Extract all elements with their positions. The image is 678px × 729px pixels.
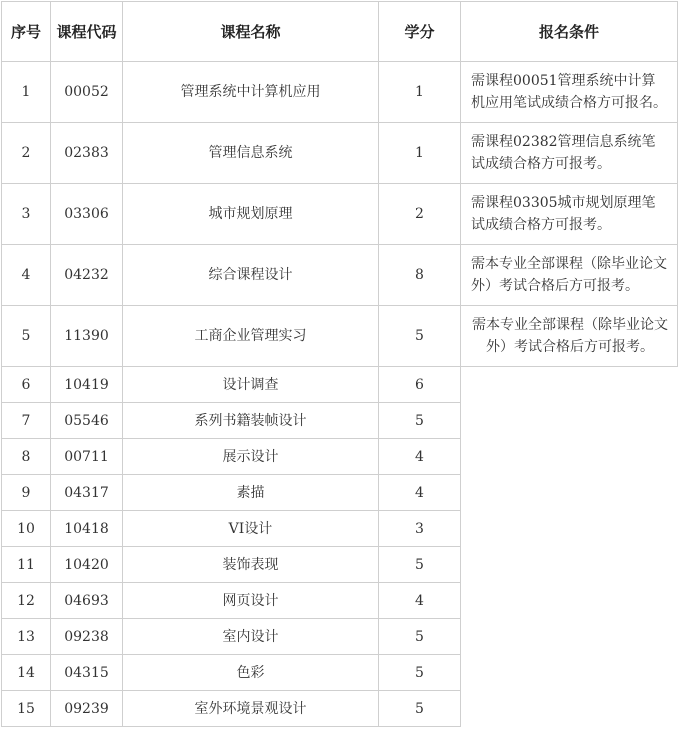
cell-code: 10418	[51, 511, 123, 547]
cell-name: 展示设计	[123, 439, 379, 475]
cell-name: 室外环境景观设计	[123, 691, 379, 727]
cell-name: 工商企业管理实习	[123, 306, 379, 367]
cell-code: 10420	[51, 547, 123, 583]
cell-name: 综合课程设计	[123, 245, 379, 306]
header-code: 课程代码	[51, 2, 123, 62]
cell-credit: 2	[379, 184, 461, 245]
cell-code: 00711	[51, 439, 123, 475]
cell-name: 素描	[123, 475, 379, 511]
cell-name: 设计调查	[123, 367, 379, 403]
cell-condition: 需课程03305城市规划原理笔试成绩合格方可报考。	[461, 184, 678, 245]
cell-index: 9	[2, 475, 51, 511]
cell-code: 03306	[51, 184, 123, 245]
cell-code: 09239	[51, 691, 123, 727]
cell-condition: 需课程00051管理系统中计算机应用笔试成绩合格方可报名。	[461, 62, 678, 123]
cell-index: 2	[2, 123, 51, 184]
empty-condition-area	[461, 367, 678, 727]
cell-index: 4	[2, 245, 51, 306]
cell-credit: 4	[379, 439, 461, 475]
cell-condition: 需本专业全部课程（除毕业论文外）考试合格后方可报考。	[461, 306, 678, 367]
cell-name: 室内设计	[123, 619, 379, 655]
cell-name: 系列书籍装帧设计	[123, 403, 379, 439]
cell-index: 1	[2, 62, 51, 123]
cell-index: 8	[2, 439, 51, 475]
cell-index: 6	[2, 367, 51, 403]
cell-credit: 1	[379, 123, 461, 184]
cell-credit: 5	[379, 619, 461, 655]
cell-code: 00052	[51, 62, 123, 123]
table-row	[2, 123, 678, 184]
cell-code: 04693	[51, 583, 123, 619]
cell-index: 13	[2, 619, 51, 655]
cell-code: 02383	[51, 123, 123, 184]
cell-index: 5	[2, 306, 51, 367]
header-row	[2, 2, 678, 62]
cell-credit: 5	[379, 691, 461, 727]
cell-name: VI设计	[123, 511, 379, 547]
cell-credit: 8	[379, 245, 461, 306]
cell-code: 09238	[51, 619, 123, 655]
course-table	[1, 1, 678, 727]
cell-credit: 3	[379, 511, 461, 547]
cell-name: 装饰表现	[123, 547, 379, 583]
cell-index: 10	[2, 511, 51, 547]
cell-index: 14	[2, 655, 51, 691]
cell-name: 色彩	[123, 655, 379, 691]
cell-code: 04232	[51, 245, 123, 306]
cell-credit: 5	[379, 306, 461, 367]
cell-code: 05546	[51, 403, 123, 439]
cell-credit: 4	[379, 583, 461, 619]
cell-index: 3	[2, 184, 51, 245]
cell-index: 12	[2, 583, 51, 619]
cell-credit: 5	[379, 403, 461, 439]
table-row	[2, 62, 678, 123]
cell-code: 04315	[51, 655, 123, 691]
cell-code: 10419	[51, 367, 123, 403]
cell-code: 11390	[51, 306, 123, 367]
table-row	[2, 306, 678, 367]
table-row	[2, 367, 678, 403]
table-row	[2, 184, 678, 245]
cell-credit: 4	[379, 475, 461, 511]
cell-name: 城市规划原理	[123, 184, 379, 245]
cell-index: 7	[2, 403, 51, 439]
cell-name: 网页设计	[123, 583, 379, 619]
header-name: 课程名称	[123, 2, 379, 62]
header-condition: 报名条件	[461, 2, 678, 62]
header-index: 序号	[2, 2, 51, 62]
cell-credit: 5	[379, 655, 461, 691]
cell-condition: 需本专业全部课程（除毕业论文外）考试合格后方可报考。	[461, 245, 678, 306]
cell-name: 管理系统中计算机应用	[123, 62, 379, 123]
cell-name: 管理信息系统	[123, 123, 379, 184]
table-row	[2, 245, 678, 306]
cell-code: 04317	[51, 475, 123, 511]
cell-condition: 需课程02382管理信息系统笔试成绩合格方可报考。	[461, 123, 678, 184]
cell-index: 11	[2, 547, 51, 583]
cell-credit: 1	[379, 62, 461, 123]
cell-credit: 5	[379, 547, 461, 583]
cell-credit: 6	[379, 367, 461, 403]
header-credit: 学分	[379, 2, 461, 62]
cell-index: 15	[2, 691, 51, 727]
